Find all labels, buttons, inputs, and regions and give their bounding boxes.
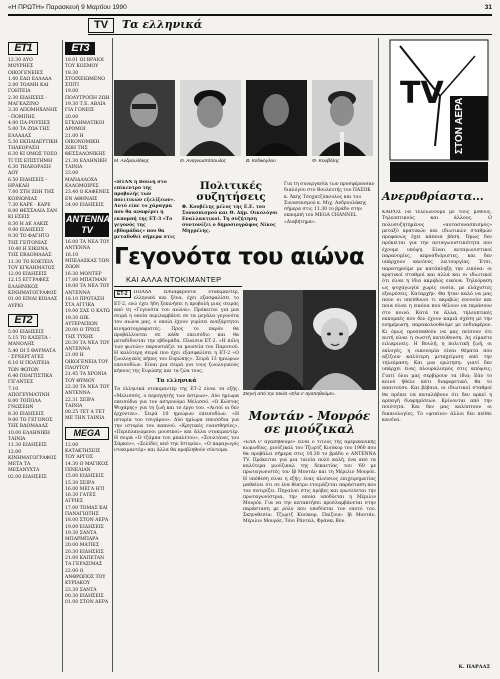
program-listing-item: 00.25 ΤΕΤ Α ΤΕΤ ΜΕ ΤΗΝ ΤΑΙΝΙΑ xyxy=(65,410,105,422)
program-listing-item: 11.30 ΕΙΔΗΣΕΙΣ xyxy=(8,443,47,449)
tv-big-label: TV xyxy=(400,76,444,111)
header-rule xyxy=(8,14,492,16)
program-listing-item: 19.00 ΣΑΣ Ο ΚΑΤΩ xyxy=(65,309,110,315)
ston-aera-vertical-title: ΣΤΟΝ ΑΕΡΑ xyxy=(454,97,465,154)
portrait-photo-1 xyxy=(114,80,175,156)
et1-program-list xyxy=(8,58,58,310)
portrait-caption-4: Φ. Κουβέλης xyxy=(312,159,340,164)
program-listing-item: 18.10 ΠΡΟΤΑΣΗ ΣΤΑ ΑΓΓΙΚΑ xyxy=(65,296,105,309)
program-listing-item: 21.45 ΤΑ ΧΡΟΝΙΑ ΤΟΥ ΘΥΜΟΥ xyxy=(65,372,107,384)
program-listing-item: 11.30 ΤΟ ΚΟΚΤΕΙΛ ΤΟΥ ΕΓΚΛΗΜΑΤΟΣ xyxy=(8,259,55,271)
et2-badge: ΕΤ-2 xyxy=(114,290,131,298)
program-listing-item: 4.00 ΠΑ-ΡΟΥΣΙΕΣ xyxy=(8,120,51,126)
listings-column-1 xyxy=(8,40,58,672)
program-listing-item: 24.00 ΕΙΔΗΣΕΙΣ xyxy=(65,202,104,208)
portrait-caption-2: Θ. Αναγνωστόπουλος xyxy=(180,159,226,164)
program-listing-item: 5.00 ΤΑ ΖΩΑ ΤΗΣ ΕΛΛΑΔΑΣ xyxy=(8,127,50,139)
et2-logo: ET2 xyxy=(8,314,38,327)
program-listing-item: 14.30 Ο ΜΑΓΙΚΟΣ ΠΙΝΕΛΙΑΝ xyxy=(65,461,109,473)
section-title: Τα ελληνικά xyxy=(122,18,203,31)
program-listing-item: 18.01 ΟΙ ΒΡΑΙΟΙ ΤΟΥ ΚΟΣΜΟΥ xyxy=(65,58,104,70)
program-listing-item: 20.00 ΕΓΚΛΗΜΑΤΙΚΟΙ ΔΡΟΜΟΙ xyxy=(65,114,105,133)
program-listing-item: 7.10 ΑΠΟΓΕΥΜΑΤΙΝΗ xyxy=(8,386,50,398)
program-listing-item: 17.00 ΜΠΑΤΜΑΝ xyxy=(65,277,107,283)
program-listing-item: 00.30 ΕΙΔΗΣΕΙΣ xyxy=(65,593,104,599)
program-listing-item: 18.00 ΤΑ ΝΕΑ ΤΟΥ ANTENNA xyxy=(65,284,110,296)
program-listing-item: 19.30 ΟΙΚ. ΑΥΤΕΡΑΠΙΩΝ xyxy=(65,315,98,327)
program-listing-item: 23.40 Ο ΚΑΦΕΝΕΣ ΕΝ ΑΘΗΝΑΙΣ xyxy=(65,190,110,202)
et3-program-list xyxy=(65,58,110,209)
movie-body: «ΕΛΑ ν' αγαπηθούμε» είναι ο τίτλος της αμερικανικής κωμωδίας, μιούζικαλ του Τζωρτζ Κιούκορ του 1960 που θα προβάλει σήμερα στις 10.30 το βράδυ ο ANTENNA TV. Πρόκειται για μια ταινία πολύ καλή, ένα από τα καλύτερα μιούζικαλ της δεκαετίας του '60 με πρωταγωνιστές τον Ιβ Μοντάν και τη Μέριλιν Μονρόε. Η υπόθεση είναι η εξής: ένας πλούσιος επιχειρηματίας μαθαίνει ότι σε ένα θέατρο ετοιμάζεται παράσταση που τον σατιρίζει. Πηγαίνει στις πρόβες και ερωτεύεται την πρωταγωνίστρια, την οποία υποδύεται η Μέριλιν Μονρόε. Για να την κατακτήσει προσλαμβάνεται στην παράσταση με ρόλο που υποδύεται τον εαυτό του. Σκηνοθεσία: Τζωρτζ Κιούκορ. Παίζουν: Ιβ Μοντάν, Μέριλιν Μονρόε, Τόνι Ράνταλ, Φράνκι Βον. xyxy=(243,440,376,525)
et3-politics-blurb: «ΗΤΑΝ η Βουλή στο επίκεντρο της προβολής των πολιτικών εξελίξεων». Αυτό είπε το χάραγμα που θα αναφέρει η εκπομπή της ΕΤ-3 «Το γεγονός της εβδομάδας» που θα μεταδοθεί σήμερα στις xyxy=(114,180,176,240)
program-listing-item: 12.00 ΚΑΤΑΚΤΗΣΕΙΣ ΤΟΥ ΑΡΓΟΣ xyxy=(65,442,101,461)
article-subhead: ΚΑΙ ΑΛΛΑ ΝΤΟΚΙΜΑΝΤΕΡ xyxy=(126,275,222,284)
program-listing-item: 6.40 ΠΟΛΙΤΙΣΤΙΚΑ ΓΙΓΑΝΤΕΣ xyxy=(8,373,53,386)
movie-headline: Μοντάν - Μονρόε σε μιούζικαλ xyxy=(248,409,371,436)
article-headline: Γεγονότα του αιώνα xyxy=(114,244,365,270)
program-listing-item: 9.30 ΤΟ ΦΑΓΗΤΟ ΤΗΣ ΓΕΙΤΟΝΙΑΣ xyxy=(8,234,50,246)
portrait-photo-3 xyxy=(246,80,307,156)
article-text-2: Τα ελληνικά ντοκιμαντέρ της ΕΤ-2 είναι τα εξής: «Μελισσός, ο περιηγητής των άστρων». Δύο ημίωρα επεισόδια για τον αστρονόμο Μελισσό. «Ο Κώστας Ψυχάρης» για τη ζωή και το έργο του. «Αυτοί οι δεν έρχονται». Σειρά 10 ημιώρων επεισοδίων. «Η ιστορία του τσιγάρου». Δύο ημίωρα επεισόδια για την ιστορία του καπνού. «Κρητικές ευαισθησίες», «Περιπλανώμενοι μουσικοί» και άλλα ντοκιμαντέρ. Η σειρά «Ο τζάμπα του μπαλέτου», «Σουλτάνες του Σάρκεν», «Σελίδες από την Ιστορία», «Ο παραγωγός ντοκιμαντέρ» και άλλα θα προβληθούν σύντομα. xyxy=(114,387,239,454)
program-listing-item: 01.00 ΕΙΝΑΙ ΚΙΟΛΑΣ ΑΥΡΙΟ xyxy=(8,297,58,309)
program-listing-item: 6.30 ΤΗΛΕΟΡΑΣΗ ΔΟΥ xyxy=(8,165,51,177)
program-listing-item: 19.30 Τ.Ε. ΑΒΛΙΑ ΓΙΑ ΓΟΝΕΙΣ xyxy=(65,102,106,114)
section-header xyxy=(88,18,388,34)
portrait-row xyxy=(114,80,376,177)
movie-still-caption: Σκηνή από την ταινία «Ελα ν' αγαπηθούμε». xyxy=(243,392,336,397)
et3-logo: ET3 xyxy=(65,42,95,55)
portrait-photo-2 xyxy=(180,80,241,156)
program-listing-item: 5.40 ΟΙ 5 ΘΑΥΜΑΤΑ - ΣΥΝΕΡΓΑΤΕΣ xyxy=(8,348,56,361)
program-listing-item: 2.00 ΤΟΛΜΗ ΚΑΙ ΓΟΗΤΕΙΑ xyxy=(8,83,49,95)
ston-aera-column-graphic xyxy=(380,36,492,186)
page-header xyxy=(8,4,492,14)
program-listing-item: 6.10 Η ΠΟΛΙΤΕΙΑ ΤΩΝ ΦΩΤΩΝ xyxy=(8,361,50,373)
program-listing-item: 22.31 ΣΕΙΡΑ ΤΑΙΝΙΑ xyxy=(65,397,95,409)
program-listing-item: 16.00 ΤΑ ΝΕΑ ΤΟΥ ANTENNA xyxy=(65,240,110,252)
program-listing-item: 23.00 ΜΑΝΔΑΛΟΧΑ ΚΑΛΟΜΟΙΡΕΣ xyxy=(65,171,99,189)
program-listing-item: 16.30 ΜΟΝΤΕΡ xyxy=(65,271,102,277)
program-listing-item: 16.00 ΜΕΓΑ ΗΤΙ xyxy=(65,486,105,492)
program-listing-item: 12.30 ΔΥΟ ΜΟΥΡΗΕΣ ΟΙΚΟΓΕΝΕΙΕΣ xyxy=(8,58,44,76)
program-listing-item: 20.00 Ο ΤΡΙΟΣ ΤΗΣ ΤΥΧΗΣ xyxy=(65,328,100,340)
article-subtitle: Τα ελληνικά xyxy=(156,378,197,385)
page-number: 31 xyxy=(484,4,492,11)
mega-logo: MEGA xyxy=(65,427,109,440)
program-listing-item: 8.30 ΕΙΔΗΣΕΙΣ xyxy=(8,411,44,417)
program-listing-item: 19.00 ΕΙΔΗΣΕΙΣ xyxy=(65,524,104,530)
program-listing-item: 5.30 ΕΚΠΑΙΔΕΥΤΙΚΗ ΤΗΛΕΟΡΑΣΗ xyxy=(8,139,58,152)
portrait-caption-3: Β. Κεδικογλου xyxy=(246,159,276,164)
antenna-program-list xyxy=(65,240,110,423)
paper-date: «Η ΠΡΩΤΗ» Παρασκευή 9 Μαρτίου 1990 xyxy=(8,4,127,11)
et2-program-list xyxy=(8,330,58,481)
program-listing-item: 19.30 ΣΑΝΤΑ ΜΠΑΡΜΠΑΡΑ xyxy=(65,530,99,543)
program-listing-item: 10.00 ΕΛΛΗΝΙΚΗ ΤΑΙΝΙΑ xyxy=(8,430,50,442)
column-body: ΚΑΙΡΟΣ να τελειώνουμε με τους μύθους. Τηλεοπτικούς και άλλους. Ο πολυσυζητημένος «αντασυνασπισμός» μεταξύ κρατικών και ιδιωτικών σταθμών προφανώς έχει κάποια βάση. Όμως δεν πρόκειται για την ανταγωνιστικότητα που έχουμε υπόψη. Είναι ανταγωνιστικοί παρανομίες, απροσδιόριστες, και δεν υπάρχουν κανόνες λειτουργίας. Έτσι, παρατηρούμε με κατάπληξη την εικόνα: οι κρατικοί σταθμοί και αλλά και οι ιδιωτικοί ότι είναι η ίδια ακριβώς εικόνα. Τηλεόραση ως ψυχαγωγία χωρίς ουσία, με ελάχιστες εξαιρέσεις. Καταρχήν. Θα ήταν καλό να μας πουν οι υπεύθυνοι τι ακριβώς εννοούν και ποια είναι η εικόνα που θέλουν να περάσουν στο κοινό. Κατά τα άλλα, τηλεοπτικές εκπομπές που δεν έχουν καμιά σχέση με την ενημέρωση, παρακολουθούμε με ενδιαφέρον. Κι όμως προσπαθούν να μας πείσουν ότι αυτή είναι η σωστή κατεύθυνση. Ας είμαστε ειλικρινείς. Η Βουλή, η πολιτική ζωή, οι εκλογές, η οικονομία είναι θέματα που αξίζουν καλύτερη μεταχείριση από την τηλεόραση. Και μια ερώτηση: γιατί δεν υπάρχει ένας πλουραλισμός στις απόψεις; Γιατί όλοι μας σερβίρουν τα ίδια; Εάν το κοινό ήθελε κάτι διαφορετικό, θα το απαιτούσε. Και βέβαια, οι ιδιωτικοί σταθμοί θα πρέπει να καταλάβουν ότι δεν αρκεί η αρπαγή διαφημίσεων. Κρίνονται από την ποιότητα. Και δεν μας καλύπτουν οι δικαιολογίες. Το «φταίνε» άλλοι δεν πείθει κανένα. xyxy=(382,210,492,423)
mega-politics-blurb: Για τη συνεργασία των προσφέρουσαν διαλόγου στο Βουλευτής του ΠΑΣΟΚ κ. Άκης Τσοχατζόπουλος και του Συνασπισμού κ. Μιχ. Ανδρουλάκης σήμερα στις 11.30 το βράδυ στην εκπομπή του MEGA CHANNEL «Διαβήτημα». xyxy=(284,182,375,225)
program-listing-item: 20.30 ΤΑ ΝΕΑ ΤΟΥ ANTENNA xyxy=(65,340,110,353)
portrait-caption-1: Μ. Ανδρουλάκης xyxy=(114,159,150,164)
program-listing-item: 15.00 ΕΙΔΗΣΕΙΣ xyxy=(65,474,104,480)
program-listing-item: 8.00 ΤΟΠΟΛΑ ΓΝΩΣΕΩΝ xyxy=(8,399,41,411)
program-listing-item: 12.00 ΚΙΝΗΜΑΤΟΓΡΑΦΟΣ ΜΕΤΑ ΤΑ ΜΕΣΑΝΥΧΤΑ xyxy=(8,449,57,474)
column-signature: Κ. ΠΑΡΛΑΣ xyxy=(458,664,490,670)
right-column-divider xyxy=(378,38,379,672)
politics-headline: Πολιτικές συζητήσεις xyxy=(196,180,266,203)
program-listing-item: 21.00 ΚΑΠΕΤΑΝ ΤΑ ΓΕΡΑΣΙΜΑΣ xyxy=(65,556,105,568)
article-text-1: ΠΟΛΛΑ ενδιαφέροντα ντοκιμαντέρ, ελληνικά και ξένα, έχει εξασφαλίσει το ΕΤ-2, ενώ έχει ήδη ξεκινήσει η προβολή μιας σειράς από τη «Γεγονότα του αιώνα». Πρόκειται για μια σειρά η οποία περιλαμβάνει σε τα μεγάλα γεγονότα του αιώνα μας, ο οποία έχουν γυρίσει ανεξάρτητοι κινηματογραφιστές. Προς το παρόν θα προβάλλονται σε κάθε επεισόδιο και θα μεταδίδονται την εβδομάδα. Πλαίσια ΕΤ-2. «Η πόλη των φωτών» παρουσιάζει τα μουσεία του Παρισιού. Η καλύτερη σειρά που έχει εξασφαλίσει η ΕΤ-2 «Ο ζωολογικός κήπος του Ευρώπης». Σειρά 13 ημιώρων επεισοδίων. Είναι μια σειρά για τους ζωολογικούς κήπους της Ευρώπης και τα ζώα τους. xyxy=(114,290,239,375)
program-listing-item: 22.30 ΤΑ ΝΕΑ ΤΟΥ ANTENNA xyxy=(65,384,110,397)
program-listing-item: 9.00 ΕΙΔΗΣΕΙΣ xyxy=(8,228,44,234)
tv-section-label: TV xyxy=(88,18,114,33)
program-listing-item: 16.30 ΓΑΤΕΣ ΑΓΡΙΕΣ xyxy=(65,493,96,505)
program-listing-item: 23.30 ΣΑΝΤΑ xyxy=(65,587,97,593)
program-listing-item: 01.00 ΣΤΟΝ ΑΕΡΑ xyxy=(65,600,109,606)
program-listing-item: 5.00 ΕΙΔΗΣΕΙΣ xyxy=(8,329,44,335)
program-listing-item: 8.30 Η ΔΕ ΛΑΚΙΣ xyxy=(8,221,49,227)
program-listing-item: 5.15 ΤΟ ΚΑΣΕΤΑ - ΜΑΝΟΛΗΣ xyxy=(8,336,51,348)
program-listing-item: 6.30 ΚΙ ΟΜΩΣ ΤΟΣΟ ΤΙ ΤΙΣ ΕΠΙΣΤΗΜΗ xyxy=(8,152,58,164)
program-listing-item: 2.30 ΕΙΔΗΣΕΙΣ - ΜΑΓΚΑΖΙΝΟ xyxy=(8,95,47,108)
program-listing-item: 3.30 ΑΠΟΜΗΧΑΝΗΣ - ΠΟΜΠΗΣ xyxy=(8,108,58,120)
section-rule xyxy=(88,34,492,35)
mega-program-list xyxy=(65,443,110,607)
program-listing-item: 12.15 ΕΓΓΡΑΦΕΣ ΕΛΛΗΝΙΚΟΣ ΚΙΝΗΜΑΤΟΓΡΑΦΟΣ xyxy=(8,278,57,296)
program-listing-item: 20.00 ΜΑΤΙΕΣ xyxy=(65,543,100,549)
program-listing-item: 9.00 ΤΟ ΓΕΓΟΝΟΣ ΤΗΣ ΒΔΟΜΑΔΑΣ xyxy=(8,418,53,430)
subhead-rule xyxy=(114,286,242,287)
program-listing-item: 6.50 ΕΙΔΗΣΕΙΣ - ΗΡΑΚΛΗ xyxy=(8,177,47,189)
program-listing-item: 21.00 Η ΟΙΚΟΓΕΝΕΙΑ ΤΟΥ ΠΛΟΥΤΟΥ xyxy=(65,353,109,372)
program-listing-item: 21.00 Η ΟΙΚΟΝΟΜΙΚΗ ΖΩΗ ΤΗΣ ΘΕΣΣΑΛΟΝΙΚΗΣ xyxy=(65,133,106,158)
program-listing-item: 17.00 ΤΟΜΑΣ ΚΑΙ ΠΑΝΑΓΙΩΤΗΣ xyxy=(65,505,108,517)
column-headline: Ανερυθρίαστα... xyxy=(382,190,484,203)
antenna-logo: ANTENNA TV xyxy=(66,214,110,236)
program-listing-item: 21.30 ΕΛΛΗΝΙΚΗ ΤΑΙΝΙΑ xyxy=(65,158,107,171)
program-listing-item: 15.30 ΣΕΙΡΑ xyxy=(65,480,95,486)
program-listing-item: 12.00 ΕΙΔΗΣΕΙΣ xyxy=(8,272,47,278)
et1-logo: ET1 xyxy=(8,42,38,55)
listings-column-2 xyxy=(62,40,110,672)
program-listing-item: 16.10 ΜΠΕΛΑΣΚΑΣ ΤΩΝ ΖΩΩΝ xyxy=(65,252,110,271)
program-listing-item: 20.30 ΕΙΔΗΣΕΙΣ xyxy=(65,549,104,555)
program-listing-item: 19.00 ΠΟΛΥΤΡΟΠΗ ΖΩΗ xyxy=(65,89,110,101)
program-listing-item: 7.00 ΣΤΗ ΖΩΗ ΤΗΣ ΚΟΙΝΩΝΙΑΣ xyxy=(8,190,55,202)
program-listing-item: 02.00 ΕΙΔΗΣΕΙΣ xyxy=(8,474,47,480)
program-listing-item: 7.30 ΚΑΡΕ - ΚΑΡΕ xyxy=(8,202,51,208)
program-listing-item: 18.30 ΣΤΟΙΧΕΙΩΜΕΝΟ ΣΠΙΤΙ xyxy=(65,70,105,89)
program-listing-item: 1.00 ΕΔΩ ΕΛΛΑΔΑ xyxy=(8,76,52,82)
program-listing-item: 10.40 Η ΕΙΚΟΝΑ ΤΗΣ ΕΒΔΟΜΑΔΑΣ xyxy=(8,246,52,259)
program-listing-item: 8.00 ΘΕΣΣΑΛΙΑ ΣΑΝ ΚΙ ΕΣΕΙΣ xyxy=(8,209,58,221)
article-body xyxy=(114,290,239,672)
movie-still-photo xyxy=(243,290,376,390)
column-divider xyxy=(112,38,113,672)
program-listing-item: 22.00 Ο ΑΝΘΡΩΠΟΣ ΤΟΥ ΚΥΡΙΑΚΟΥ xyxy=(65,568,106,587)
portrait-photo-4 xyxy=(312,80,373,156)
program-listing-item: 18.00 ΣΤΟΝ ΑΕΡΑ xyxy=(65,518,109,524)
politics-text: Φ. Κουβέλης μέλος της Ε.Ε. του Συνασπισμού και Θ. Δήμ. Οικολόγοι Εναλλακτικοί. Τη συζήτηση συντονίζει ο δημοσιογράφος Νίκος Μηγρέλης. xyxy=(182,205,278,235)
